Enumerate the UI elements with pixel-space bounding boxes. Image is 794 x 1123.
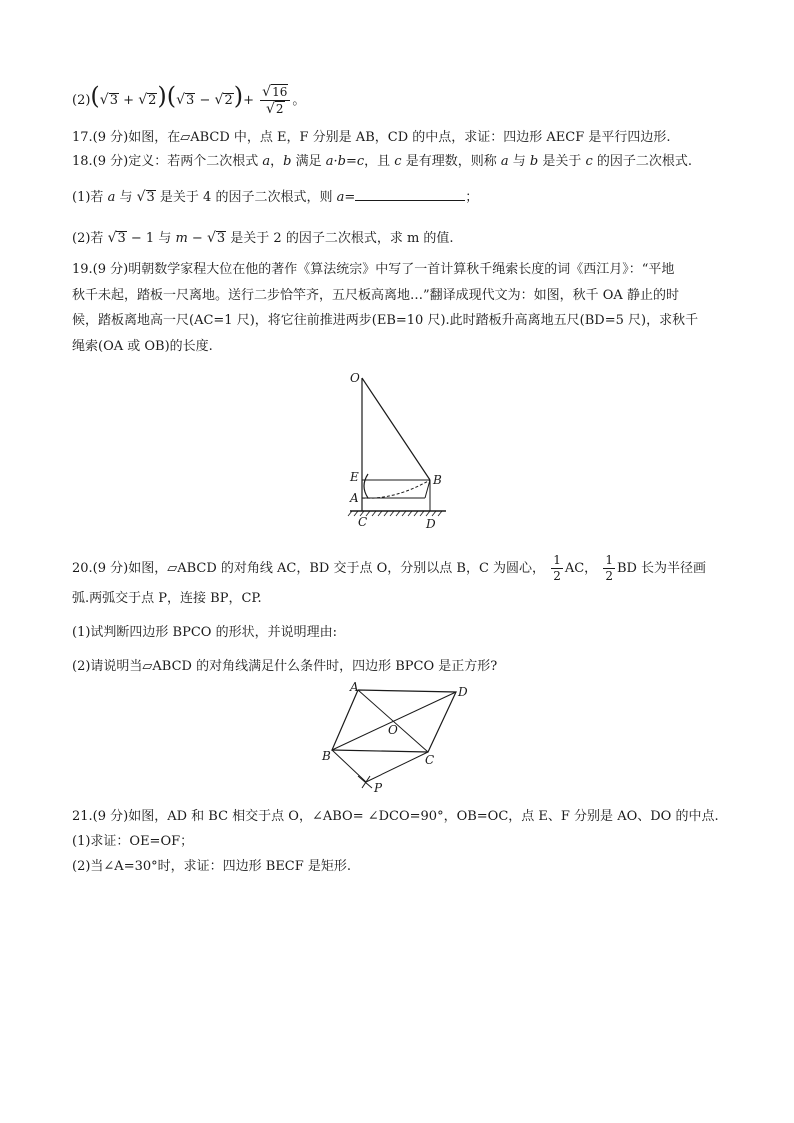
question-19-line2: 秋千未起，踏板一尺离地。送行二步恰竿齐，五尺板高离地…”翻译成现代文为：如图，秋千 OA 静止的时 <box>72 288 679 303</box>
question-20-line2: 弧.两弧交于点 P，连接 BP，CP. <box>72 591 262 606</box>
question-18-part2: (2)若 √3 − 1 与 m − √3 是关于 2 的因子二次根式，求 m 的值. <box>72 230 454 246</box>
label-A: A <box>350 680 359 694</box>
label-D: D <box>426 517 436 531</box>
label-O: O <box>350 371 360 385</box>
question-20-part1: (1)试判断四边形 BPCO 的形状，并说明理由: <box>72 625 337 640</box>
label-C: C <box>358 515 368 529</box>
label-P: P <box>374 781 383 795</box>
label-D: D <box>458 685 468 699</box>
label-E: E <box>350 470 359 484</box>
answer-blank[interactable] <box>355 188 465 201</box>
fraction-one-half: $\frac{1}{2}$ <box>553 553 561 583</box>
question-17: 17.(9 分)如图，在▱ABCD 中，点 E，F 分别是 AB，CD 的中点，求证：四边形 AECF 是平行四边形. <box>72 130 671 145</box>
question-19-line1: 19.(9 分)明朝数学家程大位在他的著作《算法统宗》中写了一首计算秋千绳索长度的词《西江月》：“平地 <box>72 262 675 277</box>
label-C: C <box>425 753 435 767</box>
parallelogram-figure <box>318 680 468 795</box>
label-B: B <box>322 749 331 763</box>
label-O: O <box>388 723 398 737</box>
label-A: A <box>350 491 359 505</box>
question-21-part1: (1)求证：OE=OF； <box>72 834 194 849</box>
question-19-line4: 绳索(OA 或 OB)的长度. <box>72 339 213 354</box>
question-20-line1: 20.(9 分)如图，▱ABCD 的对角线 AC，BD 交于点 O，分别以点 B，C 为圆心， $\frac{1}{2}$ AC， $\frac{1}{2}$ BD 长为半径画 <box>72 553 707 583</box>
sqrt-2: 2 <box>148 93 157 108</box>
question-21: 21.(9 分)如图，AD 和 BC 相交于点 O，∠ABO= ∠DCO=90°，OB=OC，点 E、F 分别是 AO、DO 的中点. <box>72 809 719 824</box>
swing-figure <box>340 368 460 536</box>
question-18: 18.(9 分)定义：若两个二次根式 a，b 满足 a·b=c，且 c 是有理数，则称 a 与 b 是关于 c 的因子二次根式. <box>72 154 692 169</box>
fraction-sqrt16-over-sqrt2: $\frac{√16}{√2}$ <box>260 84 290 117</box>
question-18-part1: (1)若 a 与 √3 是关于 4 的因子二次根式，则 a= ； <box>72 189 479 205</box>
sqrt-3: 3 <box>109 93 118 108</box>
question-21-part2: (2)当∠A=30°时，求证：四边形 BECF 是矩形. <box>72 859 352 874</box>
question-20-part2: (2)请说明当▱ABCD 的对角线满足什么条件时，四边形 BPCO 是正方形? <box>72 659 498 674</box>
label-B: B <box>433 473 442 487</box>
q16-part2: (2)(√3 + √2)(√3 − √2)+ $\frac{√16}{√2}$ 。 <box>72 82 306 117</box>
question-19-line3: 候，踏板离地高一尺(AC=1 尺)，将它往前推进两步(EB=10 尺).此时踏板升高离地五尺(BD=5 尺)，求秋千 <box>72 313 699 328</box>
